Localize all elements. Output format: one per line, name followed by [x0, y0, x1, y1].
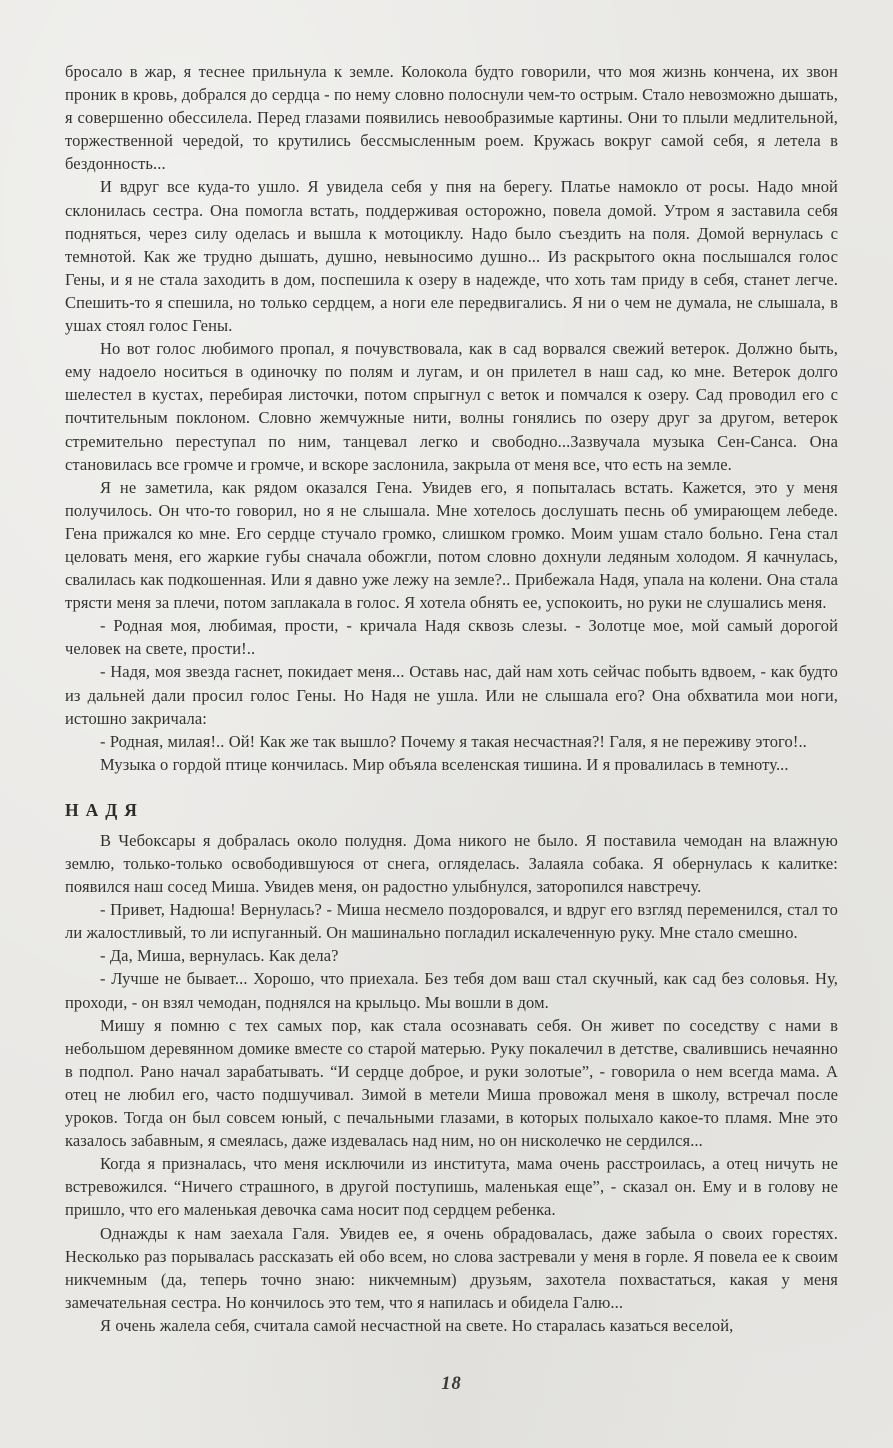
paragraph: И вдруг все куда-то ушло. Я увидела себя у пня на берегу. Платье намокло от росы. Надо мной склонилась сестра. Она помогла встать, поддерживая осторожно, повела домой. Утром я заставила себя подняться, через силу оделась и вышла к мотоциклу. Надо было съездить на поля. Домой вернулась с темнотой. Как же трудно дышать, душно, невыносимо душно... Из раскрытого окна послышался голос Гены, и я не стала заходить в дом, поспешила к озеру в надежде, что хоть там приду в себя, станет легче. Спешить-то я спешила, но только сердцем, а ноги еле передвигались. Я ни о чем не думала, не слышала, в ушах стоял голос Гены.	[65, 177, 838, 336]
paragraph: Однажды к нам заехала Галя. Увидев ее, я очень обрадовалась, даже забыла о своих горестях. Несколько раз порывалась рассказать ей обо всем, но слова застревали у меня в горле. Я повела ее к своим никчемным (да, теперь точно знаю: никчемным) друзьям, захотела похвастаться, какая у меня замечательная сестра. Но кончилось это тем, что я напилась и обидела Галю...	[65, 1223, 838, 1312]
paragraph-dialogue: - Родная моя, любимая, прости, - кричала Надя сквозь слезы. - Золотце мое, мой самый дорогой человек на свете, прости!..	[65, 616, 838, 659]
paragraph: бросало в жар, я теснее прильнула к земле. Колокола будто говорили, что моя жизнь кончена, их звон проник в кровь, добрался до сердца - по нему словно полоснули чем-то острым. Стало невозможно дышать, я совершенно обессилела. Перед глазами появились невообразимые картины. Они то плыли медлительной, торжественной чередой, то крутились бессмысленным роем. Кружась вокруг самой себя, я летела в бездонность...	[65, 62, 838, 174]
paragraph-dialogue: - Родная, милая!.. Ой! Как же так вышло? Почему я такая несчастная?! Галя, я не переживу этого!..	[100, 731, 807, 751]
paragraph: Когда я призналась, что меня исключили из института, мама очень расстроилась, а отец ничуть не встревожился. “Ничего страшного, в другой поступишь, маленькая еще”, - сказал он. Ему и в голову не пришло, что его маленькая девочка сама носит под сердцем ребенка.	[65, 1154, 838, 1220]
body-text	[65, 60, 838, 1337]
paragraph: Музыка о гордой птице кончилась. Мир объяла вселенская тишина. И я провалилась в темноту...	[100, 754, 789, 774]
section-heading-nadya: НАДЯ	[65, 799, 144, 820]
paragraph-dialogue: - Привет, Надюша! Вернулась? - Миша несмело поздоровался, и вдруг его взгляд переменился, стал то ли жалостливый, то ли испуганный. Он машинально погладил искалеченную руку. Мне стало смешно.	[65, 900, 838, 943]
paragraph: Я очень жалела себя, считала самой несчастной на свете. Но старалась казаться веселой,	[100, 1315, 734, 1335]
page-number: 18	[441, 1374, 462, 1394]
paragraph: В Чебоксары я добралась около полудня. Дома никого не было. Я поставила чемодан на влажную землю, только-только освободившуюся от снега, огляделась. Залаяла собака. Я обернулась к калитке: появился наш сосед Миша. Увидев меня, он радостно улыбнулся, заторопился навстречу.	[65, 830, 838, 897]
paragraph: Но вот голос любимого пропал, я почувствовала, как в сад ворвался свежий ветерок. Должно быть, ему надоело носиться в одиночку по полям и лугам, и он прилетел в наш сад, ко мне. Ветерок долго шелестел в кустах, перебирая листочки, потом спрыгнул с веток и помчался к озеру. Сад проводил его с почтительным поклоном. Словно жемчужные нити, волны гонялись по озеру друг за другом, ветерок стремительно переступал по ним, танцевал легко и свободно...Зазвучала музыка Сен-Санса. Она становилась все громче и громче, и вскоре заслонила, закрыла от меня все, что есть на земле.	[65, 339, 838, 474]
paragraph-dialogue: - Надя, моя звезда гаснет, покидает меня... Оставь нас, дай нам хоть сейчас побыть вдвоем, - как будто из дальней дали просил голос Гены. Но Надя не ушла. Или не слышала его? Она обхватила мои ноги, истошно закричала:	[65, 662, 838, 728]
paragraph-dialogue: - Лучше не бывает... Хорошо, что приехала. Без тебя дом ваш стал скучный, как сад без соловья. Ну, проходи, - он взял чемодан, поднялся на крыльцо. Мы вошли в дом.	[65, 969, 838, 1012]
paragraph: Я не заметила, как рядом оказался Гена. Увидев его, я попыталась встать. Кажется, это у меня получилось. Он что-то говорил, но я не слышала. Мне хотелось дослушать песнь об умирающем лебеде. Гена прижался ко мне. Его сердце стучало громко, слишком громко. Моим ушам стало больно. Гена стал целовать меня, его жаркие губы сначала обожгли, потом словно дохнули ледяным холодом. Я качнулась, свалилась как подкошенная. Или я давно уже лежу на земле?.. Прибежала Надя, упала на колени. Она стала трясти меня за плечи, потом заплакала в голос. Я хотела обнять ее, успокоить, но руки не слушались меня.	[65, 477, 838, 613]
paragraph: Мишу я помню с тех самых пор, как стала осознавать себя. Он живет по соседству с нами в небольшом деревянном домике вместе со старой матерью. Руку покалечил в детстве, свалившись нечаянно в подпол. Рано начал зарабатывать. “И сердце доброе, и руки золотые”, - говорила о нем всегда мама. А отец не любил его, часто подшучивал. Зимой в метели Миша провожал меня в школу, встречал после уроков. Тогда он был совсем юный, с печальными глазами, в которых полыхало какое-то пламя. Мне это казалось забавным, я смеялась, даже издевалась над ним, но он нисколечко не сердился...	[65, 1015, 838, 1151]
paragraph-dialogue: - Да, Миша, вернулась. Как дела?	[100, 946, 339, 966]
